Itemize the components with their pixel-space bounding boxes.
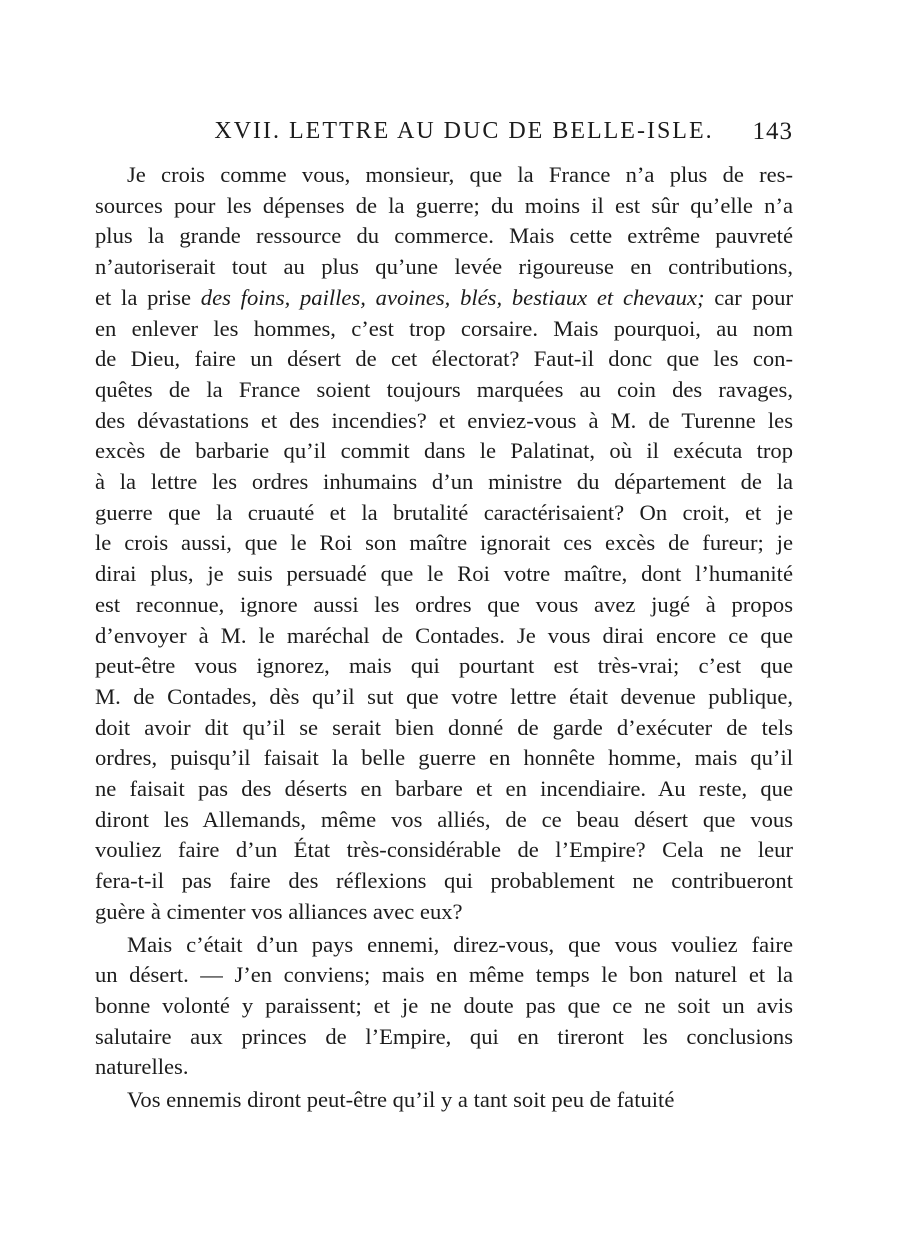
paragraph <box>95 930 793 1084</box>
text-line: naturelles. <box>95 1054 189 1080</box>
text-line: sources pour les dépenses de la guerre; du moins il est sûr qu’elle n’a <box>95 192 793 218</box>
text-run: et la prise <box>95 284 201 310</box>
paragraph <box>95 160 793 928</box>
text-line: ordres, puisqu’il faisait la belle guerre en honnête homme, mais qu’il <box>95 745 793 771</box>
text-line: n’autoriserait tout au plus qu’une levée rigoureuse en contributions, <box>95 254 793 280</box>
page-number: 143 <box>752 118 793 145</box>
text-line: des dévastations et des incendies? et enviez-vous à M. de Turenne les <box>95 407 793 433</box>
text-line: doit avoir dit qu’il se serait bien donné de garde d’exécuter de tels <box>95 714 793 740</box>
text-line: en enlever les hommes, c’est trop corsaire. Mais pourquoi, au nom <box>95 315 793 341</box>
text-line: guère à cimenter vos alliances avec eux? <box>95 898 463 924</box>
running-title: XVII. LETTRE AU DUC DE BELLE-ISLE. <box>214 118 714 144</box>
text-run: car pour <box>704 284 793 310</box>
text-line: plus la grande ressource du commerce. Mais cette extrême pauvreté <box>95 223 793 249</box>
text-line: salutaire aux princes de l’Empire, qui en tireront les conclusions <box>95 1023 793 1049</box>
text-line: Mais c’était d’un pays ennemi, direz-vous, que vous vouliez faire <box>127 931 793 957</box>
running-head <box>95 118 793 154</box>
text-line: vouliez faire d’un État très-considérable de l’Empire? Cela ne leur <box>95 837 793 863</box>
text-line <box>95 283 793 314</box>
text-line: un désert. — J’en conviens; mais en même temps le bon naturel et la <box>95 962 793 988</box>
text-line: ne faisait pas des déserts en barbare et en incendiaire. Au reste, que <box>95 776 793 802</box>
text-line: à la lettre les ordres inhumains d’un ministre du département de la <box>95 469 793 495</box>
text-line: de Dieu, faire un désert de cet électorat? Faut-il donc que les con- <box>95 346 793 372</box>
text-line: d’envoyer à M. le maréchal de Contades. Je vous dirai encore ce que <box>95 622 793 648</box>
text-line: diront les Allemands, même vos alliés, de ce beau désert que vous <box>95 806 793 832</box>
text-line: est reconnue, ignore aussi les ordres que vous avez jugé à propos <box>95 591 793 617</box>
text-line: bonne volonté y paraissent; et je ne doute pas que ce ne soit un avis <box>95 992 793 1018</box>
text-line: excès de barbarie qu’il commit dans le Palatinat, où il exécuta trop <box>95 438 793 464</box>
text-line: fera-t-il pas faire des réflexions qui probablement ne contribueront <box>95 868 793 894</box>
text-line: le crois aussi, que le Roi son maître ignorait ces excès de fureur; je <box>95 530 793 556</box>
text-line: peut-être vous ignorez, mais qui pourtant est très-vrai; c’est que <box>95 653 793 679</box>
italic-run: des foins, pailles, avoines, blés, bestiaux et chevaux; <box>200 284 705 310</box>
text-line: dirai plus, je suis persuadé que le Roi votre maître, dont l’humanité <box>95 561 793 587</box>
paragraph <box>95 1085 793 1116</box>
text-line: Vos ennemis diront peut-être qu’il y a tant soit peu de fatuité <box>127 1087 675 1113</box>
text-body <box>95 160 793 1118</box>
text-line: M. de Contades, dès qu’il sut que votre lettre était devenue publique, <box>95 683 793 709</box>
text-line: guerre que la cruauté et la brutalité caractérisaient? On croit, et je <box>95 499 793 525</box>
text-line: quêtes de la France soient toujours marquées au coin des ravages, <box>95 376 793 402</box>
text-line: Je crois comme vous, monsieur, que la France n’a plus de res- <box>127 162 793 187</box>
